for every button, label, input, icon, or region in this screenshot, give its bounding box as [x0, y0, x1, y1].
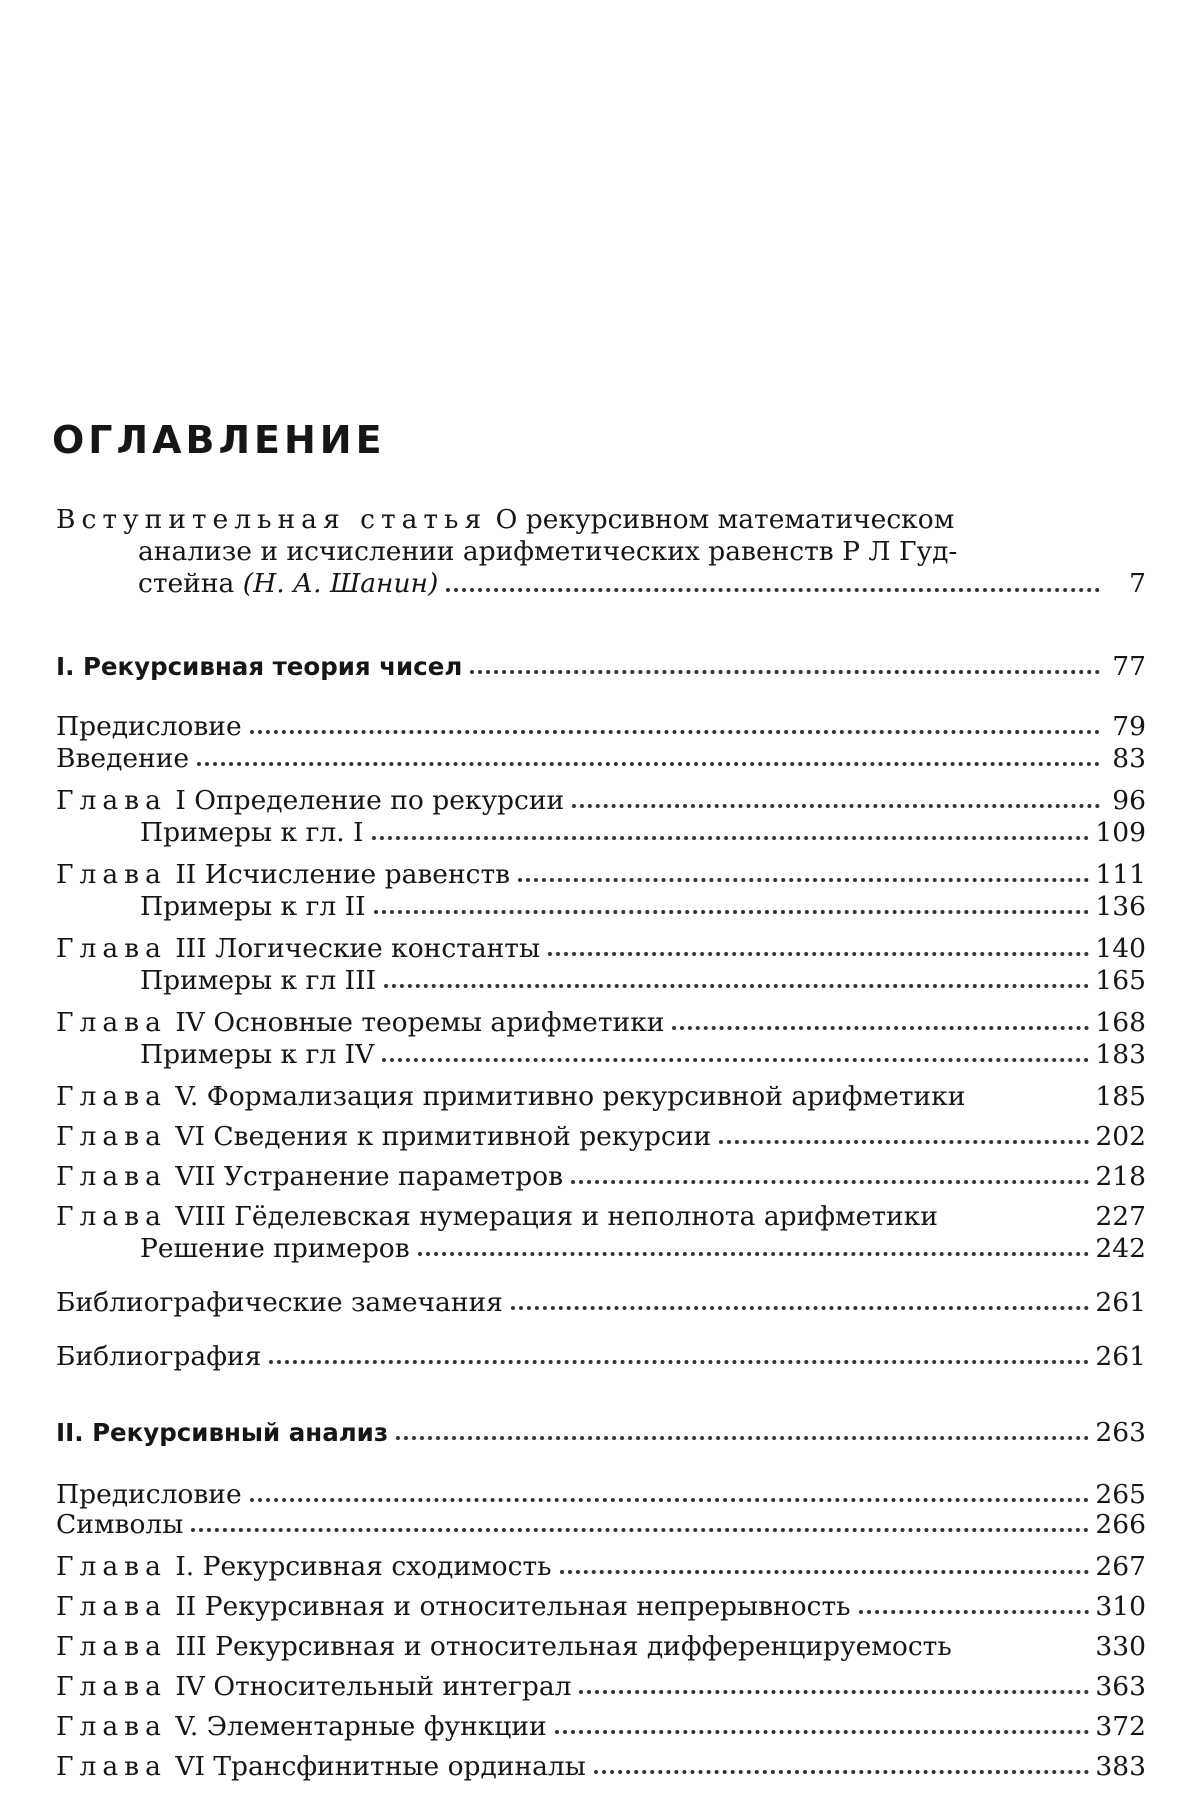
part-heading-label: I. Рекурсивная теория чисел	[56, 652, 462, 682]
entry-prefix: Глава	[56, 1161, 167, 1192]
dot-leader	[859, 1610, 1090, 1614]
entry-label: II Исчисление равенств	[175, 859, 510, 890]
page-number: 383	[1095, 1752, 1146, 1782]
entry-label: Введение	[56, 744, 189, 774]
page-number: 140	[1095, 934, 1146, 964]
toc-entry[interactable]	[140, 1228, 1146, 1264]
intro-lead: Вступительная статья	[56, 504, 487, 535]
page-number: 185	[1095, 1082, 1146, 1112]
toc-entry[interactable]	[56, 1706, 1146, 1742]
dot-leader	[511, 1306, 1090, 1310]
page-number: 183	[1095, 1040, 1146, 1070]
toc-entry[interactable]	[56, 1002, 1146, 1038]
intro-line-1	[56, 504, 1146, 536]
toc-entry[interactable]	[56, 780, 1146, 816]
page-number: 7	[1106, 568, 1146, 600]
entry-label: Примеры к гл III	[140, 966, 376, 996]
intro-author: (Н. А. Шанин)	[243, 568, 439, 599]
toc-entry[interactable]	[56, 1546, 1146, 1582]
page-number: 111	[1095, 860, 1146, 890]
part-1-heading[interactable]	[56, 646, 1146, 682]
toc-entry[interactable]	[56, 738, 1146, 774]
toc-entry[interactable]	[140, 886, 1146, 922]
dot-leader	[560, 1570, 1090, 1574]
dot-leader	[418, 1252, 1090, 1256]
entry-label: Предисловие	[56, 712, 242, 742]
page-number: 79	[1106, 712, 1146, 742]
entry-label: IV Основные теоремы арифметики	[175, 1007, 664, 1038]
dot-leader	[719, 1140, 1089, 1144]
dot-leader	[269, 1360, 1089, 1364]
toc-entry[interactable]	[56, 1666, 1146, 1702]
entry-label: I Определение по рекурсии	[175, 785, 564, 816]
entry-prefix: Глава	[56, 1751, 167, 1782]
dot-leader	[579, 1690, 1089, 1694]
entry-prefix: Глава	[56, 1711, 167, 1742]
toc-entry[interactable]	[56, 1504, 1146, 1540]
dot-leader	[960, 1650, 1090, 1654]
page-number: 330	[1095, 1632, 1146, 1662]
entry-label: Примеры к гл IV	[140, 1040, 374, 1070]
entry-label: V. Формализация примитивно рекурсивной арифметики	[175, 1081, 965, 1112]
toc-entry[interactable]	[56, 1746, 1146, 1782]
page-number: 136	[1095, 892, 1146, 922]
toc-entry[interactable]	[140, 960, 1146, 996]
entry-label: Примеры к гл II	[140, 892, 366, 922]
entry-prefix: Глава	[56, 1081, 167, 1112]
entry-label: VI Сведения к примитивной рекурсии	[175, 1121, 711, 1152]
page-number: 165	[1095, 966, 1146, 996]
dot-leader	[374, 910, 1090, 914]
dot-leader	[382, 1058, 1089, 1062]
page-number: 242	[1095, 1234, 1146, 1264]
dot-leader	[548, 952, 1089, 956]
page-number: 310	[1095, 1592, 1146, 1622]
toc-entry[interactable]	[140, 812, 1146, 848]
dot-leader	[396, 1436, 1089, 1440]
toc-entry[interactable]	[140, 1034, 1146, 1070]
intro-line1-text: О рекурсивном математическом	[496, 504, 955, 535]
dot-leader	[470, 670, 1100, 674]
entry-prefix: Глава	[56, 1631, 167, 1662]
page-number: 83	[1106, 744, 1146, 774]
intro-line-2: анализе и исчислении арифметических равенств Р Л Гуд-	[56, 536, 1146, 568]
page-number: 363	[1095, 1672, 1146, 1702]
dot-leader	[571, 1180, 1089, 1184]
toc-entry[interactable]	[56, 1586, 1146, 1622]
entry-label: Библиография	[56, 1342, 261, 1372]
entry-prefix: Глава	[56, 1551, 167, 1582]
toc-entry[interactable]	[56, 1336, 1146, 1372]
entry-label: VIII Гёделевская нумерация и неполнота арифметики	[175, 1201, 938, 1232]
entry-label: V. Элементарные функции	[175, 1711, 546, 1742]
dot-leader	[372, 836, 1090, 840]
toc-entry[interactable]	[56, 706, 1146, 742]
dot-leader	[384, 984, 1089, 988]
page-number: 261	[1095, 1342, 1146, 1372]
toc-entry[interactable]	[56, 1626, 1146, 1662]
dot-leader	[446, 588, 1100, 592]
entry-label: Символы	[56, 1510, 183, 1540]
page-number: 263	[1095, 1418, 1146, 1448]
intro-article-entry[interactable]	[56, 504, 1146, 600]
intro-line-3	[56, 568, 1146, 600]
entry-prefix: Глава	[56, 1591, 167, 1622]
toc-entry[interactable]	[56, 1196, 1146, 1232]
entry-label: VII Устранение параметров	[175, 1161, 563, 1192]
entry-label: I. Рекурсивная сходимость	[175, 1551, 551, 1582]
page-number: 372	[1095, 1712, 1146, 1742]
entry-label: VI Трансфинитные ординалы	[175, 1751, 586, 1782]
entry-prefix: Глава	[56, 933, 167, 964]
page-title: ОГЛАВЛЕНИЕ	[52, 418, 386, 462]
dot-leader	[197, 762, 1100, 766]
part-heading-label: II. Рекурсивный анализ	[56, 1418, 388, 1448]
table-of-contents	[56, 0, 1146, 1819]
entry-prefix: Глава	[56, 1201, 167, 1232]
page-number: 227	[1095, 1202, 1146, 1232]
dot-leader	[191, 1528, 1089, 1532]
dot-leader	[946, 1220, 1090, 1224]
entry-label: IV Относительный интеграл	[175, 1671, 571, 1702]
entry-prefix: Глава	[56, 859, 167, 890]
dot-leader	[250, 730, 1100, 734]
page-number: 168	[1095, 1008, 1146, 1038]
toc-entry[interactable]	[56, 854, 1146, 890]
dot-leader	[672, 1026, 1089, 1030]
toc-entry[interactable]	[56, 928, 1146, 964]
page-number: 77	[1106, 652, 1146, 682]
dot-leader	[555, 1730, 1090, 1734]
entry-label: III Логические константы	[175, 933, 540, 964]
dot-leader	[594, 1770, 1090, 1774]
entry-prefix: Глава	[56, 1121, 167, 1152]
page-number: 96	[1106, 786, 1146, 816]
entry-label: Библиографические замечания	[56, 1288, 503, 1318]
part-2-heading[interactable]	[56, 1412, 1146, 1448]
page-number: 267	[1095, 1552, 1146, 1582]
page-number: 109	[1095, 818, 1146, 848]
page-number: 261	[1095, 1288, 1146, 1318]
toc-entry[interactable]	[56, 1116, 1146, 1152]
intro-line3-text: стейна	[138, 568, 234, 599]
page-number: 202	[1095, 1122, 1146, 1152]
entry-label: III Рекурсивная и относительная дифференцируемость	[175, 1631, 951, 1662]
page-number: 265	[1095, 1480, 1146, 1510]
page-number: 218	[1095, 1162, 1146, 1192]
dot-leader	[250, 1498, 1090, 1502]
entry-label: Предисловие	[56, 1480, 242, 1510]
page-number: 266	[1095, 1510, 1146, 1540]
entry-label: Решение примеров	[140, 1234, 410, 1264]
entry-label: Примеры к гл. I	[140, 818, 364, 848]
entry-prefix: Глава	[56, 1007, 167, 1038]
toc-entry[interactable]	[56, 1282, 1146, 1318]
toc-entry[interactable]	[56, 1156, 1146, 1192]
entry-prefix: Глава	[56, 1671, 167, 1702]
toc-entry[interactable]	[56, 1076, 1146, 1112]
dot-leader	[518, 878, 1089, 882]
entry-label: II Рекурсивная и относительная непрерывность	[175, 1591, 850, 1622]
dot-leader	[973, 1100, 1089, 1104]
dot-leader	[572, 804, 1100, 808]
entry-prefix: Глава	[56, 785, 167, 816]
